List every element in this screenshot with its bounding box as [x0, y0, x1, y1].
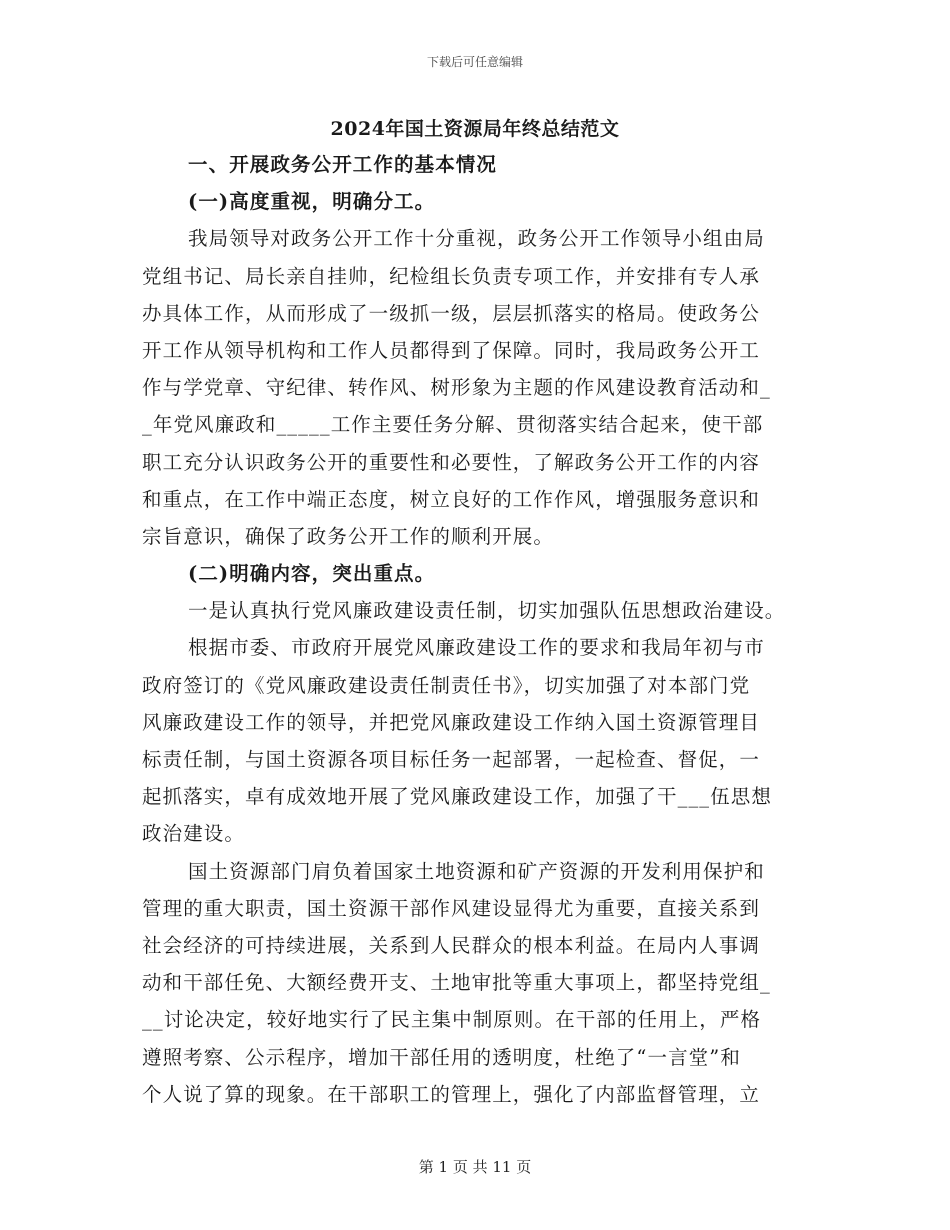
text-line: 开工作从领导机构和工作人员都得到了保障。同时，我局政务公开工: [142, 338, 761, 362]
text-line: 宗旨意识，确保了政务公开工作的顺利开展。: [142, 524, 555, 548]
text-line: 作与学党章、守纪律、转作风、树形象为主题的作风建设教育活动和_: [142, 376, 771, 400]
text-line: 一是认真执行党风廉政建设责任制，切实加强队伍思想政治建设。: [188, 599, 786, 623]
text-line: _年党风廉政和_____工作主要任务分解、贯彻落实结合起来，使干部: [142, 413, 764, 437]
text-line: 政治建设。: [142, 822, 246, 846]
subsection-heading: (一)高度重视，明确分工。: [188, 190, 436, 214]
paragraph: [142, 853, 812, 1113]
text-line: 管理的重大职责，国土资源干部作风建设显得尤为重要，直接关系到: [142, 896, 761, 920]
text-line: 遵照考察、公示程序，增加干部任用的透明度，杜绝了“一言堂”和: [142, 1045, 741, 1069]
document-body: [142, 146, 812, 1113]
text-line: 起抓落实，卓有成效地开展了党风廉政建设工作，加强了干___伍思想: [142, 785, 772, 809]
page-header-note: 下载后可任意编辑: [426, 55, 523, 69]
subsection-heading: (二)明确内容，突出重点。: [188, 562, 436, 586]
text-line: 职工充分认识政务公开的重要性和必要性，了解政务公开工作的内容: [142, 450, 761, 474]
text-line: 国土资源部门肩负着国家土地资源和矿产资源的开发利用保护和: [188, 859, 765, 883]
text-line: 政府签订的《党风廉政建设责任制责任书》，切实加强了对本部门党: [142, 673, 751, 697]
text-line: 标责任制，与国土资源各项目标任务一起部署，一起检查、督促，一: [142, 748, 761, 771]
text-line: 风廉政建设工作的领导，并把党风廉政建设工作纳入国土资源管理目: [142, 710, 761, 734]
paragraph: [142, 629, 812, 852]
text-line: 党组书记、局长亲自挂帅，纪检组长负责专项工作，并安排有专人承: [142, 264, 761, 288]
document-title: 2024年国土资源局年终总结范文: [330, 118, 620, 140]
text-line: 办具体工作，从而形成了一级抓一级，层层抓落实的格局。使政务公: [142, 301, 761, 325]
text-line: 动和干部任免、大额经费开支、土地审批等重大事项上，都坚持党组_: [142, 971, 771, 995]
section-heading: 一、开展政务公开工作的基本情况: [188, 153, 498, 176]
paragraph: [142, 220, 812, 555]
page-number: 第 1 页 共 11 页: [418, 1158, 532, 1176]
text-line: 根据市委、市政府开展党风廉政建设工作的要求和我局年初与市: [188, 636, 765, 660]
text-line: __讨论决定，较好地实行了民主集中制原则。在干部的任用上，严格: [142, 1008, 762, 1032]
text-line: 我局领导对政务公开工作十分重视，政务公开工作领导小组由局: [188, 227, 765, 251]
paragraph: [142, 592, 812, 629]
text-line: 社会经济的可持续进展，关系到人民群众的根本利益。在局内人事调: [142, 933, 761, 957]
text-line: 个人说了算的现象。在干部职工的管理上，强化了内部监督管理，立: [142, 1082, 761, 1106]
text-line: 和重点，在工作中端正态度，树立良好的工作作风，增强服务意识和: [142, 487, 761, 511]
